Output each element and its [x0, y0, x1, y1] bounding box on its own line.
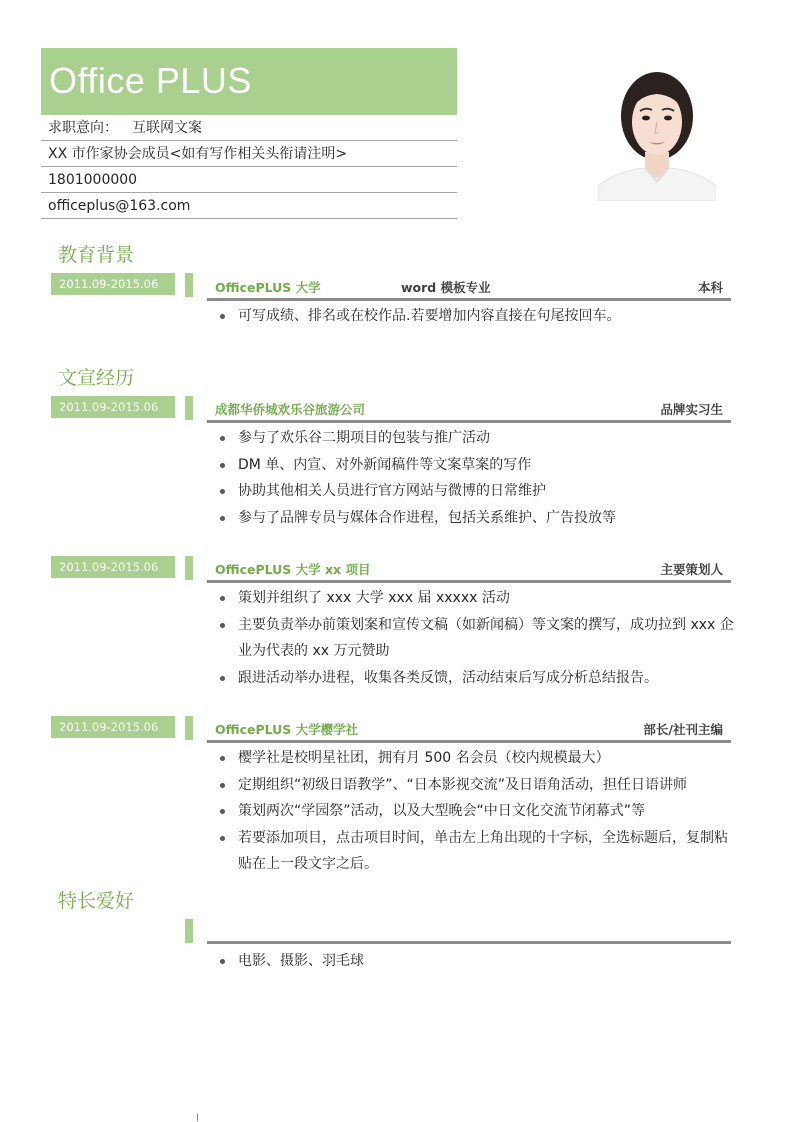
experience-bullet-list [218, 745, 738, 878]
experience-bullet-list [218, 425, 738, 531]
contact-info [41, 115, 457, 219]
experience-org: 成都华侨城欢乐谷旅游公司 [215, 402, 366, 417]
education-entry-header [207, 276, 731, 301]
experience-marker-bar [185, 396, 193, 420]
list-item: 参与了欢乐谷二期项目的包装与推广活动 [218, 425, 738, 452]
experience-role: 品牌实习生 [660, 402, 723, 417]
list-item: 策划并组织了 xxx 大学 xxx 届 xxxxx 活动 [218, 585, 738, 612]
list-item: 若要添加项目，点击项目时间，单击左上角出现的十字标，全选标题后，复制粘贴在上一段文字之后。 [218, 825, 738, 878]
experience-bullet-list [218, 585, 738, 691]
experience-title: 文宣经历 [58, 367, 135, 389]
list-item: 跟进活动举办进程，收集各类反馈，活动结束后写成分析总结报告。 [218, 665, 738, 692]
job-intention-row [41, 115, 457, 141]
candidate-name: Office PLUS [49, 60, 252, 101]
portrait-icon [598, 64, 716, 201]
portrait-photo [598, 64, 716, 201]
experience-entry-header [207, 558, 731, 583]
hobbies-entry-header [207, 919, 731, 944]
hobbies-bullet-list [218, 948, 738, 975]
education-date-tag: 2011.09-2015.06 [51, 273, 175, 295]
footer-mark [197, 1114, 198, 1121]
experience-org: OfficePLUS 大学樱学社 [215, 722, 359, 737]
list-item: 樱学社是校明星社团，拥有月 500 名会员（校内规模最大） [218, 745, 738, 772]
education-major: word 模板专业 [401, 280, 491, 295]
experience-role: 部长/社刊主编 [643, 722, 723, 737]
job-label: 求职意向： [48, 120, 118, 136]
list-item: 协助其他相关人员进行官方网站与微博的日常维护 [218, 478, 738, 505]
list-item: 参与了品牌专员与媒体合作进程，包括关系维护、广告投放等 [218, 505, 738, 532]
list-item: 电影、摄影、羽毛球 [218, 948, 738, 975]
experience-role: 主要策划人 [660, 562, 723, 577]
affiliation-row: XX 市作家协会成员<如有写作相关头衔请注明> [41, 141, 457, 167]
list-item: 主要负责举办前策划案和宣传文稿（如新闻稿）等文案的撰写，成功拉到 xxx 企业为代表的 xx 万元赞助 [218, 612, 738, 665]
education-marker-bar [185, 273, 193, 297]
phone-row: 1801000000 [41, 167, 457, 193]
education-degree: 本科 [697, 280, 723, 295]
experience-marker-bar [185, 716, 193, 740]
name-banner [41, 48, 457, 115]
experience-date-tag: 2011.09-2015.06 [51, 396, 175, 418]
list-item: 定期组织“初级日语教学”、“日本影视交流”及日语角活动，担任日语讲师 [218, 772, 738, 799]
experience-marker-bar [185, 556, 193, 580]
list-item: 可写成绩、排名或在校作品.若要增加内容直接在句尾按回车。 [218, 303, 738, 330]
list-item: DM 单、内宣、对外新闻稿件等文案草案的写作 [218, 452, 738, 479]
job-value: 互联网文案 [132, 120, 202, 136]
experience-date-tag: 2011.09-2015.06 [51, 556, 175, 578]
email-row: officeplus@163.com [41, 193, 457, 219]
experience-entry-header [207, 718, 731, 743]
experience-entry-header [207, 398, 731, 423]
hobbies-marker-bar [185, 919, 193, 943]
list-item: 策划两次“学园祭”活动，以及大型晚会“中日文化交流节闭幕式”等 [218, 798, 738, 825]
education-school: OfficePLUS 大学 [215, 280, 321, 295]
hobbies-title: 特长爱好 [58, 890, 135, 912]
education-title: 教育背景 [58, 244, 135, 266]
education-bullet-list [218, 303, 738, 330]
experience-date-tag: 2011.09-2015.06 [51, 716, 175, 738]
experience-org: OfficePLUS 大学 xx 项目 [215, 562, 371, 577]
